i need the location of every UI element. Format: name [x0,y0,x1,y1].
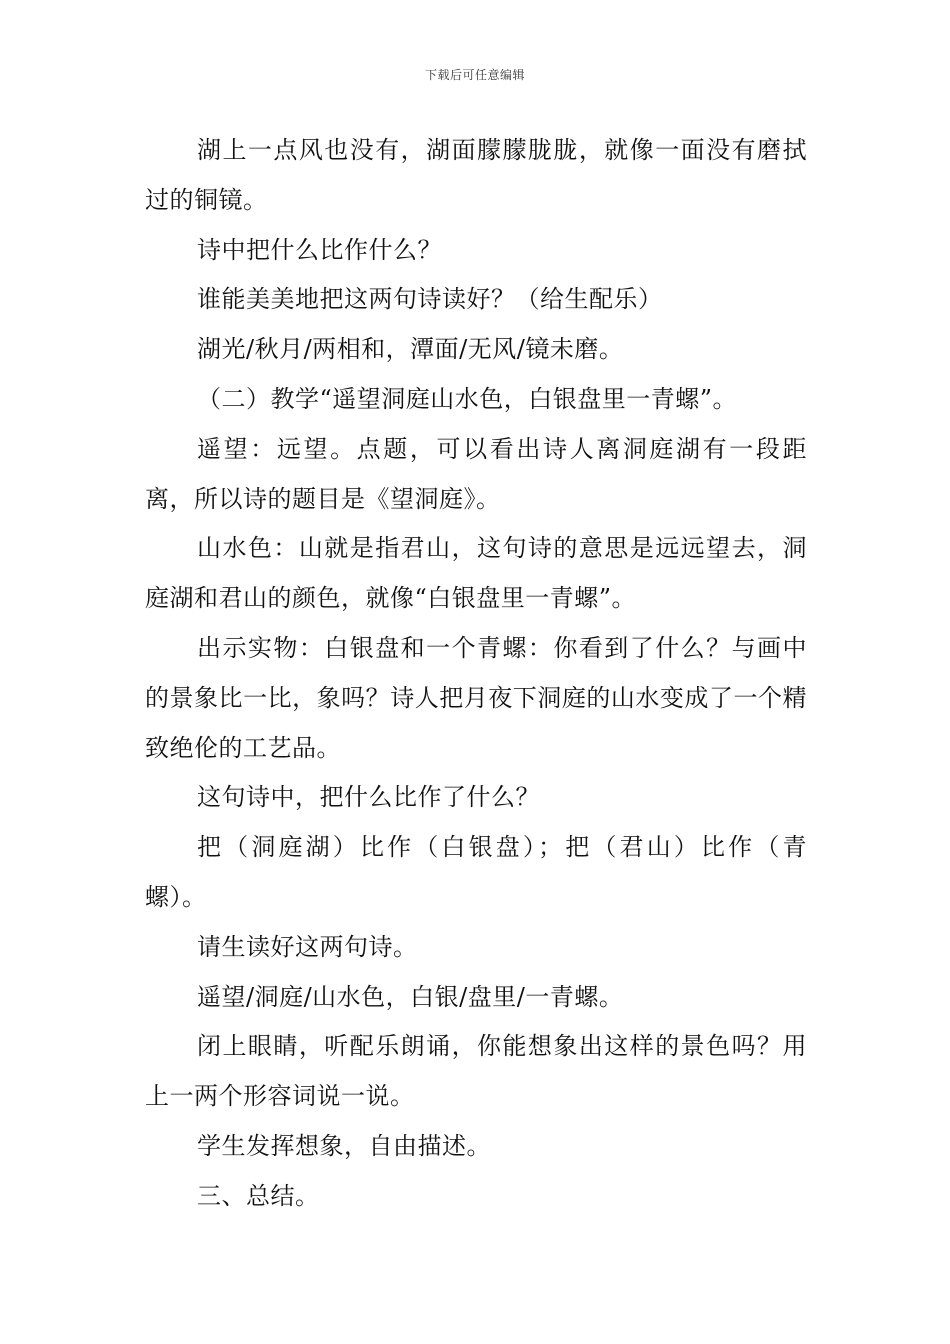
paragraph: 三、总结。 [197,1181,320,1210]
paragraph: 闭上眼睛，听配乐朗诵，你能想象出这样的景色吗？用上一两个形容词说一说。 [145,1032,807,1111]
paragraph: 出示实物：白银盘和一个青螺：你看到了什么？与画中的景象比一比，象吗？诗人把月夜下洞庭的山水变成了一个精致绝伦的工艺品。 [145,633,807,762]
paragraph: 这句诗中，把什么比作了什么？ [197,783,540,812]
paragraph: （二）教学“遥望洞庭山水色，白银盘里一青螺”。 [197,384,738,413]
document-body [145,126,807,1222]
paragraph: 谁能美美地把这两句诗读好？（给生配乐） [197,285,663,314]
paragraph: 把（洞庭湖）比作（白银盘）；把（君山）比作（青螺）。 [145,833,807,911]
paragraph: 请生读好这两句诗。 [197,932,418,961]
page-header: 下载后可任意编辑 [424,68,525,82]
paragraph: 湖光/秋月/两相和，潭面/无风/镜未磨。 [197,335,624,364]
paragraph: 遥望：远望。点题，可以看出诗人离洞庭湖有一段距离，所以诗的题目是《望洞庭》。 [145,434,807,513]
paragraph: 诗中把什么比作什么？ [197,235,442,264]
paragraph: 遥望/洞庭/山水色，白银/盘里/一青螺。 [197,982,624,1011]
paragraph: 湖上一点风也没有，湖面朦朦胧胧，就像一面没有磨拭过的铜镜。 [145,136,807,214]
paragraph: 山水色：山就是指君山，这句诗的意思是远远望去，洞庭湖和君山的颜色，就像“白银盘里一青螺”。 [145,534,807,613]
paragraph: 学生发挥想象，自由描述。 [197,1131,491,1160]
